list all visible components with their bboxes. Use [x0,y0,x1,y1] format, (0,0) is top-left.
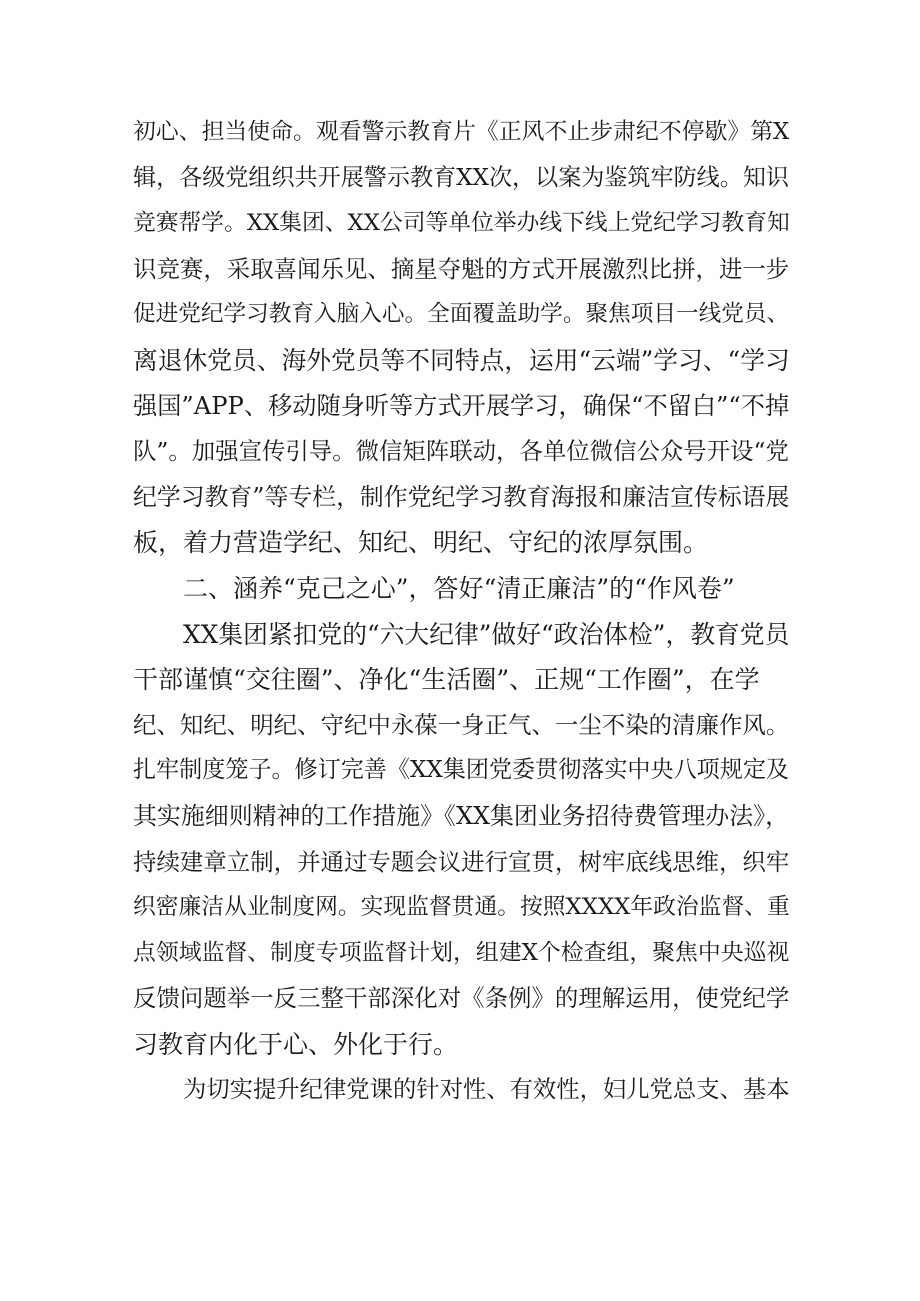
text-line: 离退休党员、海外党员等不同特点，运用“云端”学习、“学习 [133,345,790,375]
text-line: 识竞赛，采取喜闻乐见、摘星夺魁的方式开展激烈比拼，进一步 [133,254,790,283]
text-line: 纪学习教育”等专栏，制作党纪学习教育海报和廉洁宣传标语展 [133,482,790,511]
text-line: 扎牢制度笼子。修订完善《XX集团党委贯彻落实中央八项规定及 [133,757,789,784]
text-line: 队”。加强宣传引导。微信矩阵联动，各单位微信公众号开设“党 [133,437,789,466]
text-line: 持续建章立制，并通过专题会议进行宣贯，树牢底线思维，织牢 [133,847,790,876]
text-line: 促进党纪学习教育入脑入心。全面覆盖助学。聚焦项目一线党员、 [133,301,790,328]
text-line: XX集团紧扣党的“六大纪律”做好“政治体检”，教育党员 [183,619,790,649]
text-line: 板，着力营造学纪、知纪、明纪、守纪的浓厚氛围。 [133,528,709,558]
text-line: 二、涵养“克己之心”，答好“清正廉洁”的“作风卷” [183,573,735,603]
text-line: 强国”APP、移动随身听等方式开展学习，确保“不留白”“不掉 [133,391,790,420]
text-line: 纪、知纪、明纪、守纪中永葆一身正气、一尘不染的清廉作风。 [133,710,790,739]
text-line: 干部谨慎“交往圈”、净化“生活圈”、正规“工作圈”，在学 [133,665,760,695]
text-line: 竞赛帮学。XX集团、XX公司等单位举办线下线上党纪学习教育知 [133,210,790,237]
document-body [133,110,793,1113]
text-line: 点领域监督、制度专项监督计划，组建X个检查组，聚焦中央巡视 [133,939,790,966]
text-line: 为切实提升纪律党课的针对性、有效性，妇儿党总支、基本 [183,1075,790,1104]
text-line: 反馈问题举一反三整干部深化对《条例》的理解运用，使党纪学 [133,984,790,1013]
text-line: 辑，各级党组织共开展警示教育XX次，以案为鉴筑牢防线。知识 [133,164,789,191]
text-line: 织密廉洁从业制度网。实现监督贯通。按照XXXX年政治监督、重 [133,894,790,921]
text-line: 习教育内化于心、外化于行。 [133,1029,459,1059]
text-line: 其实施细则精神的工作措施》《XX集团业务招待费管理办法》， [133,801,790,830]
text-line: 初心、担当使命。观看警示教育片《正风不止步肃纪不停歇》第X [133,119,790,145]
